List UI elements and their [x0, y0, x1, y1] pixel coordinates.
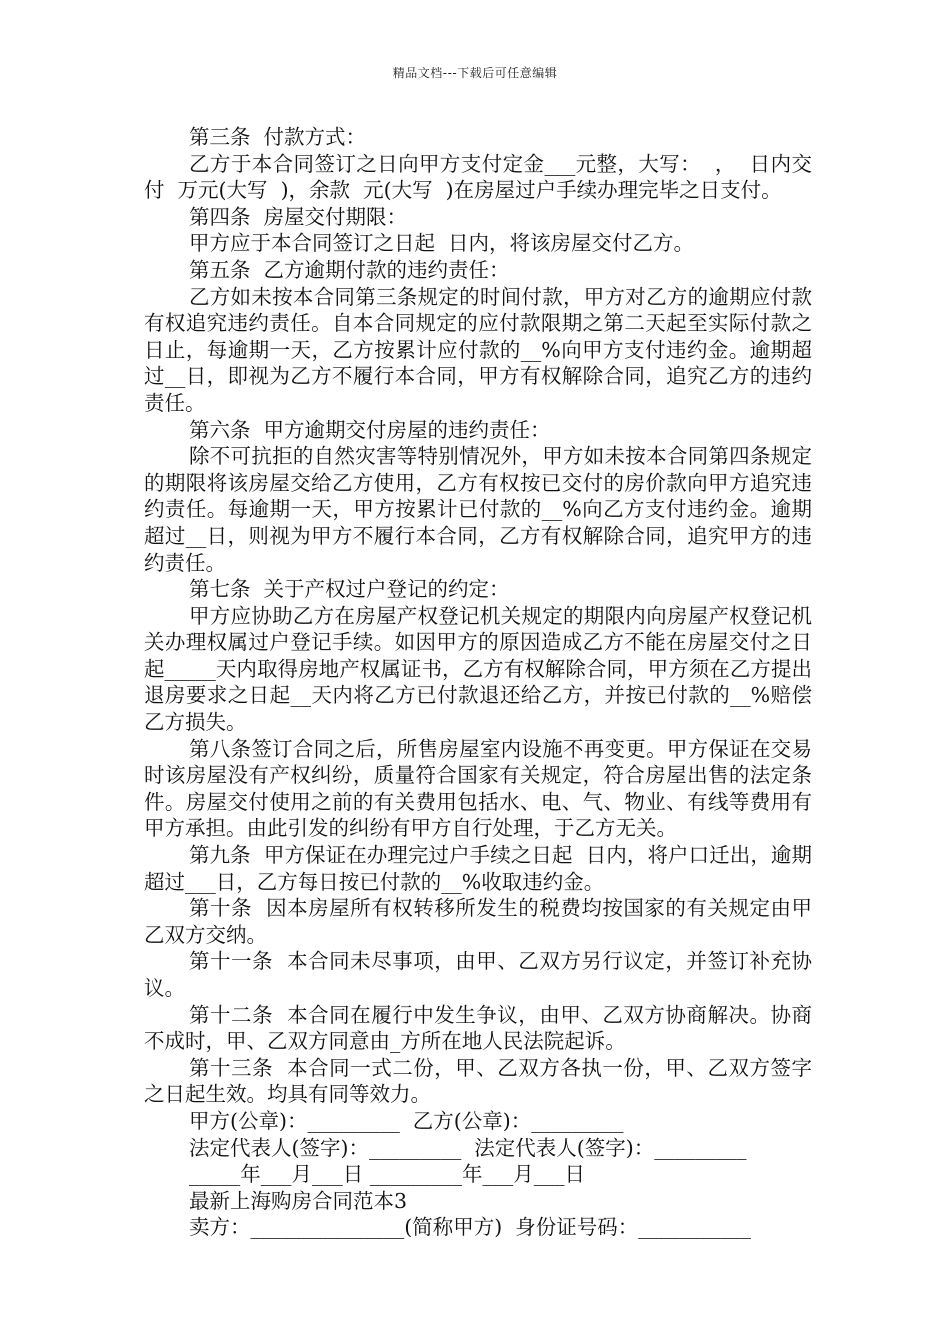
paragraph: 第三条 付款方式：	[189, 125, 367, 149]
paragraph: 第十条 因本房屋所有权转移所发生的税费均按国家的有关规定由甲乙双方交纳。	[144, 896, 812, 947]
paragraph: 乙方如未按本合同第三条规定的时间付款，甲方对乙方的逾期应付款有权追究违约责任。自本合同规定的应付款限期之第二天起至实际付款之日止，每逾期一天，乙方按累计应付款的__%向甲方支付违约金。逾期超过__日，即视为乙方不履行本合同，甲方有权解除合同，追究乙方的违约责任。	[144, 284, 812, 415]
paragraph: 第八条签订合同之后，所售房屋室内设施不再变更。甲方保证在交易时该房屋没有产权纠纷，质量符合国家有关规定，符合房屋出售的法定条件。房屋交付使用之前的有关费用包括水、电、气、物业、有线等费用有甲方承担。由此引发的纠纷有甲方自行处理，于乙方无关。	[144, 736, 812, 841]
signature-line-seal: 甲方(公章)：_________ 乙方(公章)：_________	[189, 1108, 624, 1133]
signature-line-representative: 法定代表人(签字)：_________ 法定代表人(签字)：_________	[189, 1135, 747, 1160]
paragraph: 第十一条 本合同未尽事项，由甲、乙双方另行议定，并签订补充协议。	[144, 949, 812, 1000]
paragraph: 第七条 关于产权过户登记的约定：	[189, 577, 510, 602]
paragraph: 第十二条 本合同在履行中发生争议，由甲、乙双方协商解决。协商不成时，甲、乙双方同意由_方所在地人民法院起诉。	[144, 1002, 812, 1054]
paragraph: 第十三条 本合同一式二份，甲、乙双方各执一份，甲、乙双方签字之日起生效。均具有同等效力。	[144, 1055, 812, 1107]
seller-line: 卖方：_______________(简称甲方) 身份证号码：___________	[189, 1215, 752, 1240]
paragraph: 乙方于本合同签订之日向甲方支付定金___元整，大写： ， 日内交付 万元(大写 )，余款 元(大写 )在房屋过户手续办理完毕之日支付。	[144, 151, 812, 203]
section-title: 最新上海购房合同范本3	[189, 1188, 408, 1213]
paragraph: 第四条 房屋交付期限：	[189, 204, 408, 229]
page-header: 精品文档---下载后可任意编辑	[392, 66, 558, 80]
paragraph: 除不可抗拒的自然灾害等特别情况外，甲方如未按本合同第四条规定的期限将该房屋交给乙方使用，乙方有权按已交付的房价款向甲方追究违约责任。每逾期一天，甲方按累计已付款的__%向乙方支付违约金。逾期超过__日，则视为甲方不履行本合同，乙方有权解除合同，追究甲方的违约责任。	[144, 444, 812, 575]
paragraph: 第九条 甲方保证在办理完过户手续之日起 日内，将户口迁出，逾期超过___日，乙方每日按已付款的__%收取违约金。	[144, 843, 812, 894]
paragraph: 第六条 甲方逾期交付房屋的违约责任：	[189, 417, 551, 442]
date-line: _____年___月___日 _________年___月___日	[189, 1162, 586, 1187]
document-body	[144, 124, 812, 1241]
paragraph: 甲方应于本合同签订之日起 日内，将该房屋交付乙方。	[189, 231, 695, 256]
paragraph: 第五条 乙方逾期付款的违约责任：	[189, 257, 510, 282]
paragraph: 甲方应协助乙方在房屋产权登记机关规定的期限内向房屋产权登记机关办理权属过户登记手续。如因甲方的原因造成乙方不能在房屋交付之日起_____天内取得房地产权属证书，乙方有权解除合同，甲方须在乙方提出退房要求之日起__天内将乙方已付款退还给乙方，并按已付款的__%赔偿乙方损失。	[144, 603, 812, 735]
